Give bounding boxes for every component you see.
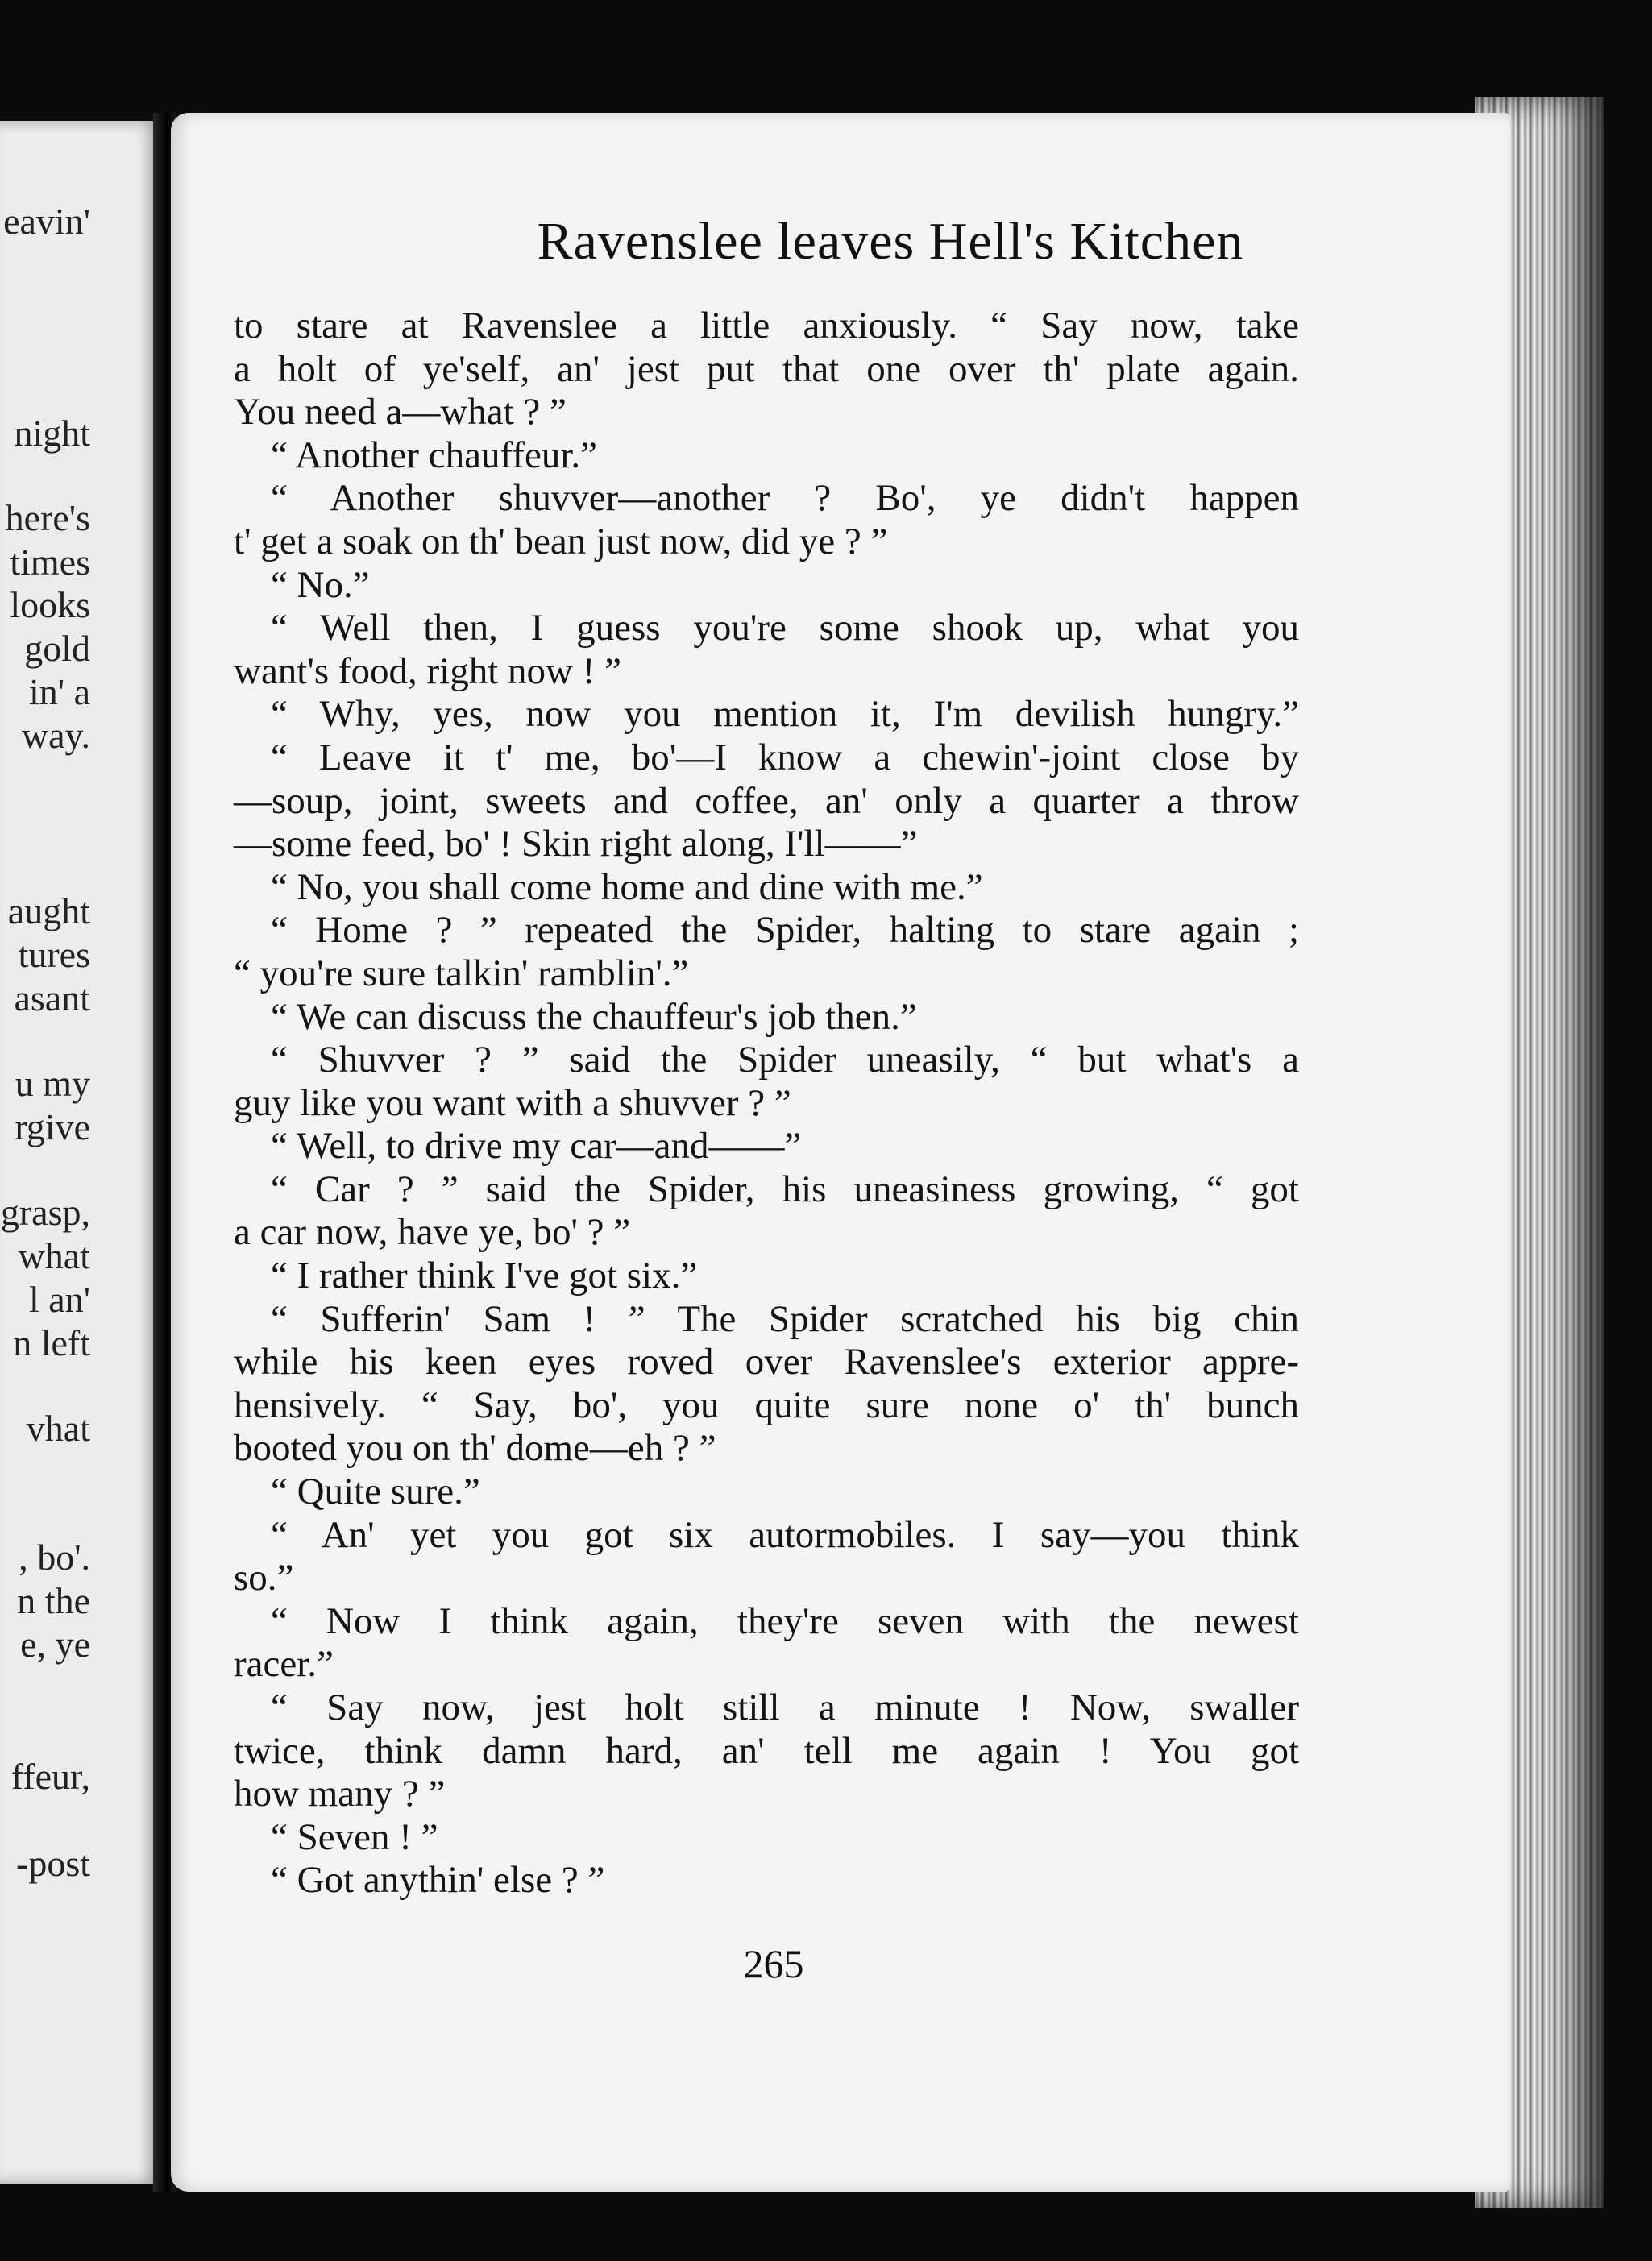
- text-line: “ Sufferin' Sam ! ” The Spider scratched his big chin: [271, 1297, 1299, 1340]
- page-number: 265: [743, 1941, 804, 1986]
- text-line: “ Another shuvver—another ? Bo', ye didn't happen: [271, 477, 1299, 520]
- left-page-line-fragment: u my: [15, 1063, 90, 1104]
- text-line: “ Well then, I guess you're some shook up, what you: [271, 607, 1299, 649]
- text-line: “ No, you shall come home and dine with me.”: [271, 865, 983, 908]
- text-line: “ Shuvver ? ” said the Spider uneasily, “ but what's a: [271, 1039, 1299, 1081]
- left-page-line-fragment: tures: [18, 934, 90, 975]
- body-text: [234, 305, 1299, 1902]
- left-page-line-fragment: here's: [5, 497, 90, 538]
- text-line: You need a—what ? ”: [234, 391, 567, 434]
- text-line: a car now, have ye, bo' ? ”: [234, 1211, 631, 1254]
- left-page-line-fragment: way.: [21, 715, 90, 756]
- text-line: while his keen eyes roved over Ravenslee's exterior appre-: [234, 1341, 1299, 1384]
- text-line: so.”: [234, 1557, 294, 1599]
- text-line: how many ? ”: [234, 1773, 446, 1815]
- text-line: —some feed, bo' ! Skin right along, I'll——”: [234, 823, 918, 865]
- running-head: Ravenslee leaves Hell's Kitchen: [537, 212, 1244, 271]
- text-line: t' get a soak on th' bean just now, did ye ? ”: [234, 520, 888, 562]
- left-page-line-fragment: eavin': [3, 201, 90, 242]
- left-page-line-fragment: rgive: [15, 1106, 90, 1147]
- text-line: “ Got anythin' else ? ”: [271, 1859, 605, 1902]
- text-line: “ Home ? ” repeated the Spider, halting to stare again ;: [271, 909, 1299, 952]
- left-page-line-fragment: e, ye: [20, 1624, 90, 1665]
- text-line: “ An' yet you got six autormobiles. I say—you think: [271, 1513, 1299, 1556]
- previous-page-fragment: [0, 121, 161, 2184]
- text-line: “ Say now, jest holt still a minute ! Now, swaller: [271, 1686, 1299, 1728]
- text-line: “ Car ? ” said the Spider, his uneasiness growing, “ got: [271, 1168, 1299, 1210]
- left-page-line-fragment: n left: [13, 1322, 90, 1363]
- left-page-line-fragment: grasp,: [0, 1192, 90, 1233]
- left-page-line-fragment: ffeur,: [10, 1756, 90, 1797]
- text-line: a holt of ye'self, an' jest put that one over th' plate again.: [234, 347, 1299, 390]
- left-page-line-fragment: vhat: [26, 1408, 90, 1449]
- left-page-line-fragment: asant: [14, 977, 90, 1018]
- text-line: twice, think damn hard, an' tell me again ! You got: [234, 1729, 1299, 1772]
- text-line: —soup, joint, sweets and coffee, an' only a quarter a throw: [234, 779, 1299, 822]
- left-page-line-fragment: aught: [7, 890, 90, 931]
- text-line: “ Seven ! ”: [271, 1815, 438, 1858]
- left-page-line-fragment: night: [14, 413, 90, 454]
- text-line: guy like you want with a shuvver ? ”: [234, 1081, 791, 1124]
- text-line: “ We can discuss the chauffeur's job then.”: [271, 995, 917, 1038]
- text-line: “ Now I think again, they're seven with the newest: [271, 1599, 1299, 1642]
- left-page-line-fragment: looks: [10, 584, 90, 625]
- text-line: “ No.”: [271, 563, 370, 606]
- left-page-line-fragment: l an': [29, 1279, 90, 1320]
- text-line: “ Quite sure.”: [271, 1471, 480, 1513]
- text-line: “ Leave it t' me, bo'—I know a chewin'-joint close by: [271, 736, 1299, 778]
- text-line: “ Well, to drive my car—and——”: [271, 1125, 802, 1168]
- text-line: “ I rather think I've got six.”: [271, 1255, 698, 1297]
- left-page-line-fragment: , bo'.: [19, 1537, 90, 1578]
- left-page-line-fragment: -post: [16, 1843, 90, 1884]
- left-page-line-fragment: in' a: [29, 671, 90, 712]
- text-line: booted you on th' dome—eh ? ”: [234, 1427, 716, 1470]
- left-page-line-fragment: what: [18, 1235, 90, 1276]
- left-page-line-fragment: n the: [17, 1580, 90, 1621]
- left-page-line-fragment: times: [10, 541, 90, 583]
- text-line: “ Why, yes, now you mention it, I'm devilish hungry.”: [271, 693, 1299, 736]
- left-page-line-fragment: gold: [24, 628, 90, 669]
- text-line: racer.”: [234, 1643, 334, 1686]
- text-line: “ you're sure talkin' ramblin'.”: [234, 952, 689, 994]
- text-line: to stare at Ravenslee a little anxiously. “ Say now, take: [234, 305, 1299, 346]
- text-line: “ Another chauffeur.”: [271, 434, 597, 476]
- text-line: hensively. “ Say, bo', you quite sure none o' th' bunch: [234, 1384, 1299, 1426]
- text-line: want's food, right now ! ”: [234, 649, 621, 692]
